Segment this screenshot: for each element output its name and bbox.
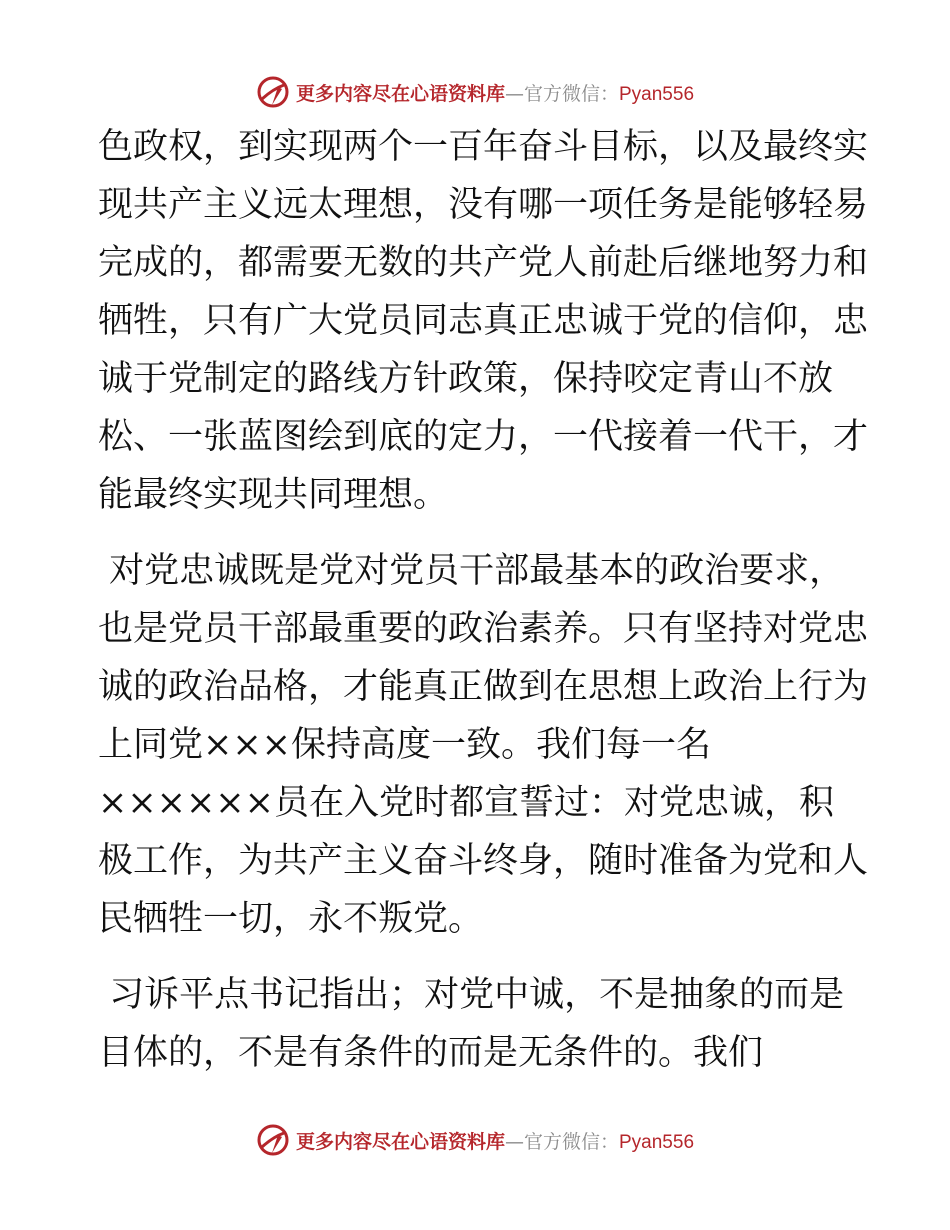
banner-wechat-label: 官方微信： [523, 82, 619, 105]
text-line: 极工作，为共产主义奋斗终身，随时准备为党和人 [98, 841, 869, 881]
text-line: 完成的，都需要无数的共产党人前赴后继地努力和 [98, 243, 869, 283]
pen-logo-icon [256, 1123, 290, 1157]
pen-logo-icon [256, 75, 290, 109]
text-line: 民牺牲一切，永不叛党。 [98, 899, 484, 939]
text-line: 松、一张蓝图绘到底的定力，一代接着一代干，才 [98, 417, 869, 457]
paragraph-3 [98, 966, 858, 1082]
paragraph-2 [98, 542, 869, 948]
banner-text [296, 1127, 694, 1154]
text-line: 色政权，到实现两个一百年奋斗目标，以及最终实 [98, 127, 869, 167]
banner-text [296, 79, 694, 106]
text-line: 能最终实现共同理想。 [98, 475, 449, 515]
banner-wechat-id: Pyan556 [619, 1131, 695, 1153]
banner-separator: — [504, 82, 524, 105]
text-line: 目体的，不是有条件的而是无条件的。我们 [98, 1033, 764, 1073]
paragraph-1 [98, 118, 869, 524]
text-line: 诚的政治品格，才能真正做到在思想上政治上行为 [98, 667, 869, 707]
text-line: 上同党×××保持高度一致。我们每一名 [98, 725, 711, 765]
paragraph-gap [98, 524, 858, 542]
text-line: 也是党员干部最重要的政治素养。只有坚持对党忠 [98, 609, 869, 649]
text-line: 对党忠诚既是党对党员干部最基本的政治要求， [98, 551, 845, 591]
banner-wechat-label: 官方微信： [523, 1130, 619, 1153]
banner-separator: — [504, 1130, 524, 1153]
text-line: ××××××员在入党时都宣誓过：对党忠诚，积 [98, 783, 834, 823]
text-line: 习诉平点书记指出；对党中诚，不是抽象的而是 [98, 975, 845, 1015]
banner-main-text: 更多内容尽在心语资料库 [295, 82, 505, 105]
header-banner [0, 72, 950, 112]
text-line: 诚于党制定的路线方针政策，保持咬定青山不放 [98, 359, 834, 399]
text-line: 现共产主义远太理想，没有哪一项任务是能够轻易 [98, 185, 869, 225]
text-line: 牺牲，只有广大党员同志真正忠诚于党的信仰，忠 [98, 301, 869, 341]
footer-banner [0, 1120, 950, 1160]
document-body [98, 118, 869, 1082]
paragraph-gap [98, 948, 858, 966]
banner-main-text: 更多内容尽在心语资料库 [295, 1130, 505, 1153]
banner-wechat-id: Pyan556 [619, 83, 695, 105]
